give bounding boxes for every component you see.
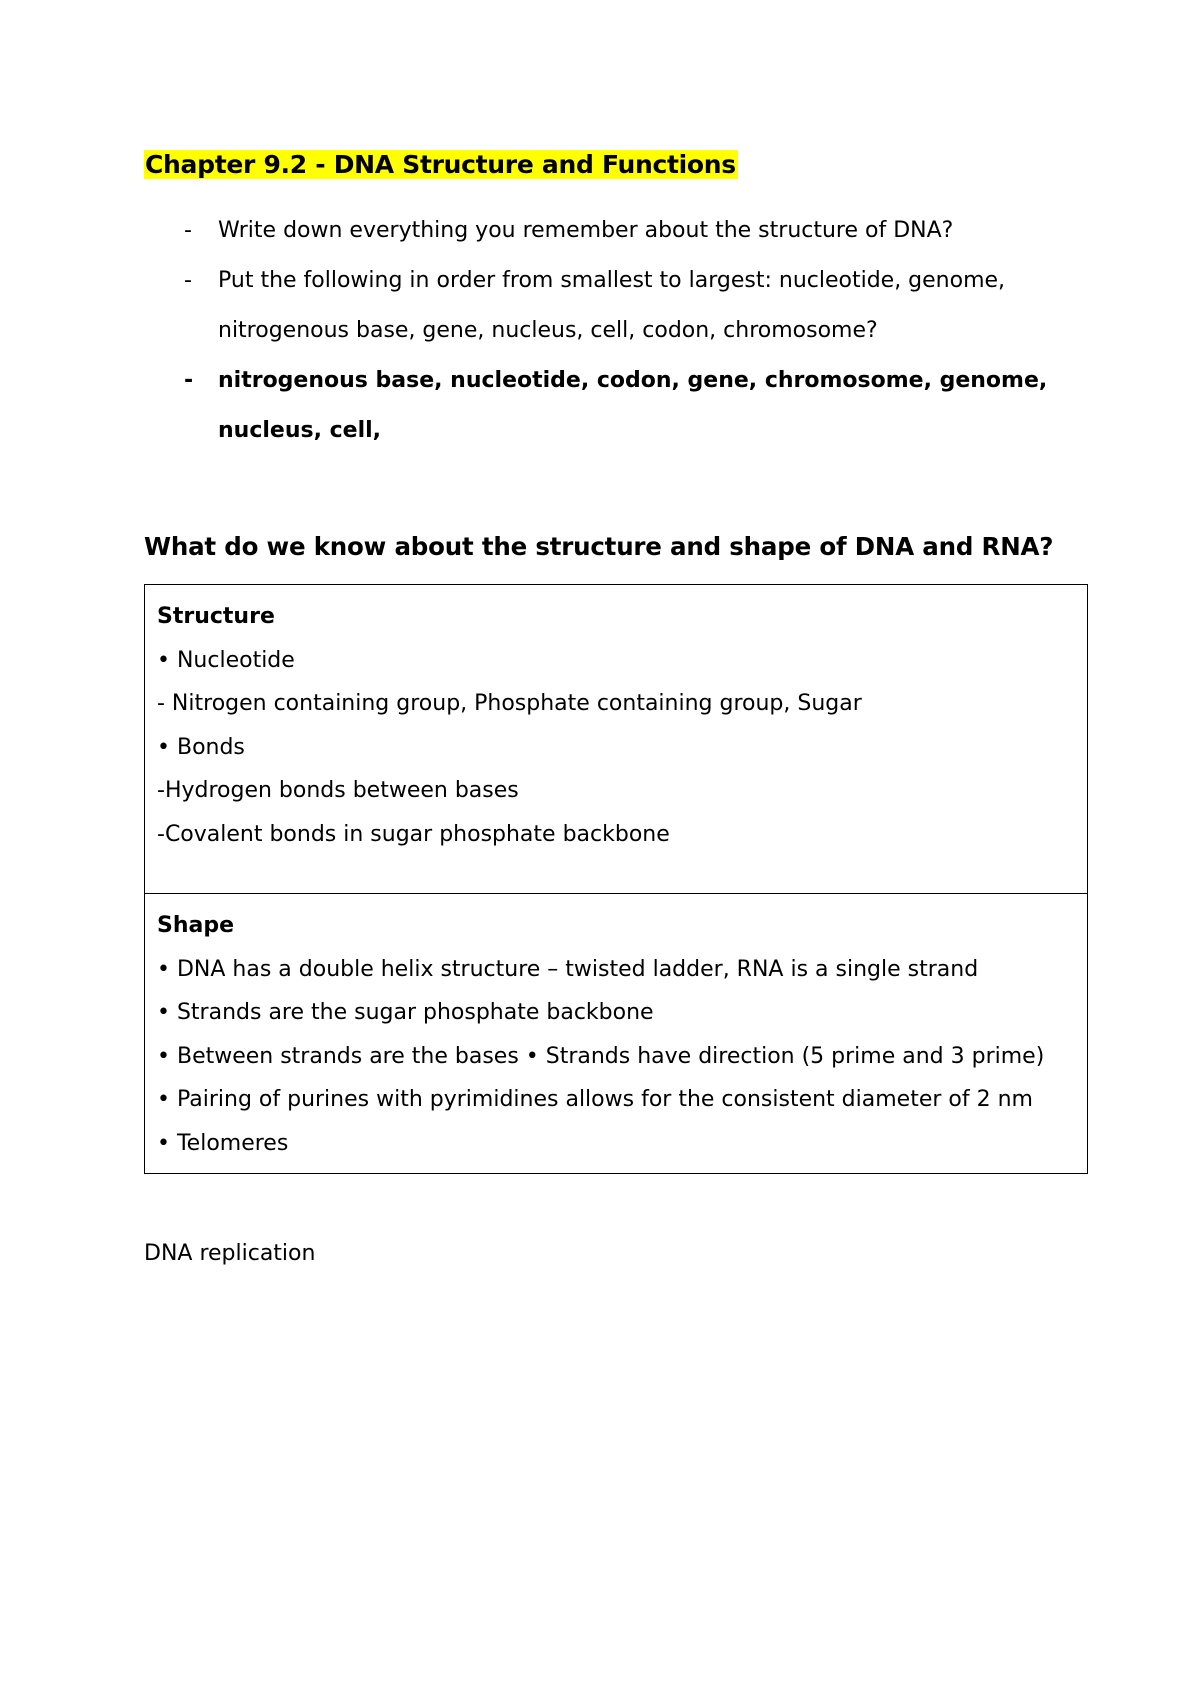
structure-line: - Nitrogen containing group, Phosphate containing group, Sugar	[157, 691, 862, 716]
footer-text: DNA replication	[144, 1241, 316, 1266]
list-dash: -	[184, 268, 192, 293]
list-item-answer	[144, 356, 1104, 456]
structure-line: • Nucleotide	[157, 647, 295, 673]
table-row	[145, 894, 1088, 1174]
list-dash: -	[184, 218, 192, 243]
prompt-list	[144, 206, 1104, 456]
structure-line: -Covalent bonds in sugar phosphate backbone	[157, 821, 670, 847]
chapter-title	[144, 148, 738, 182]
structure-line: -Hydrogen bonds between bases	[157, 778, 519, 803]
chapter-title-text: Chapter 9.2 - DNA Structure and Functions	[145, 150, 736, 179]
shape-line: • Pairing of purines with pyrimidines allows for the consistent diameter of 2 nm	[157, 1087, 1033, 1112]
structure-cell	[145, 585, 1088, 894]
shape-heading: Shape	[157, 913, 235, 938]
shape-line: • DNA has a double helix structure – twisted ladder, RNA is a single strand	[157, 956, 979, 982]
structure-heading: Structure	[157, 604, 275, 629]
structure-line: • Bonds	[157, 734, 245, 760]
shape-line: • Strands are the sugar phosphate backbone	[157, 1000, 654, 1025]
shape-line: • Telomeres	[157, 1130, 289, 1156]
shape-cell	[145, 894, 1088, 1174]
list-item-text: Write down everything you remember about the structure of DNA?	[218, 218, 954, 243]
list-item-text: Put the following in order from smallest to largest: nucleotide, genome, nitrogenous base, gene, nucleus, cell, codon, chromosome?	[218, 268, 1006, 343]
section-question: What do we know about the structure and shape of DNA and RNA?	[144, 532, 1054, 561]
structure-shape-table	[144, 584, 1088, 1174]
shape-line: • Between strands are the bases • Strands have direction (5 prime and 3 prime)	[157, 1043, 1045, 1069]
table-row	[145, 585, 1088, 894]
list-item-text: nitrogenous base, nucleotide, codon, gene, chromosome, genome, nucleus, cell,	[218, 368, 1048, 443]
list-dash: -	[184, 368, 194, 393]
list-item	[144, 256, 1104, 356]
list-item	[144, 206, 1104, 256]
